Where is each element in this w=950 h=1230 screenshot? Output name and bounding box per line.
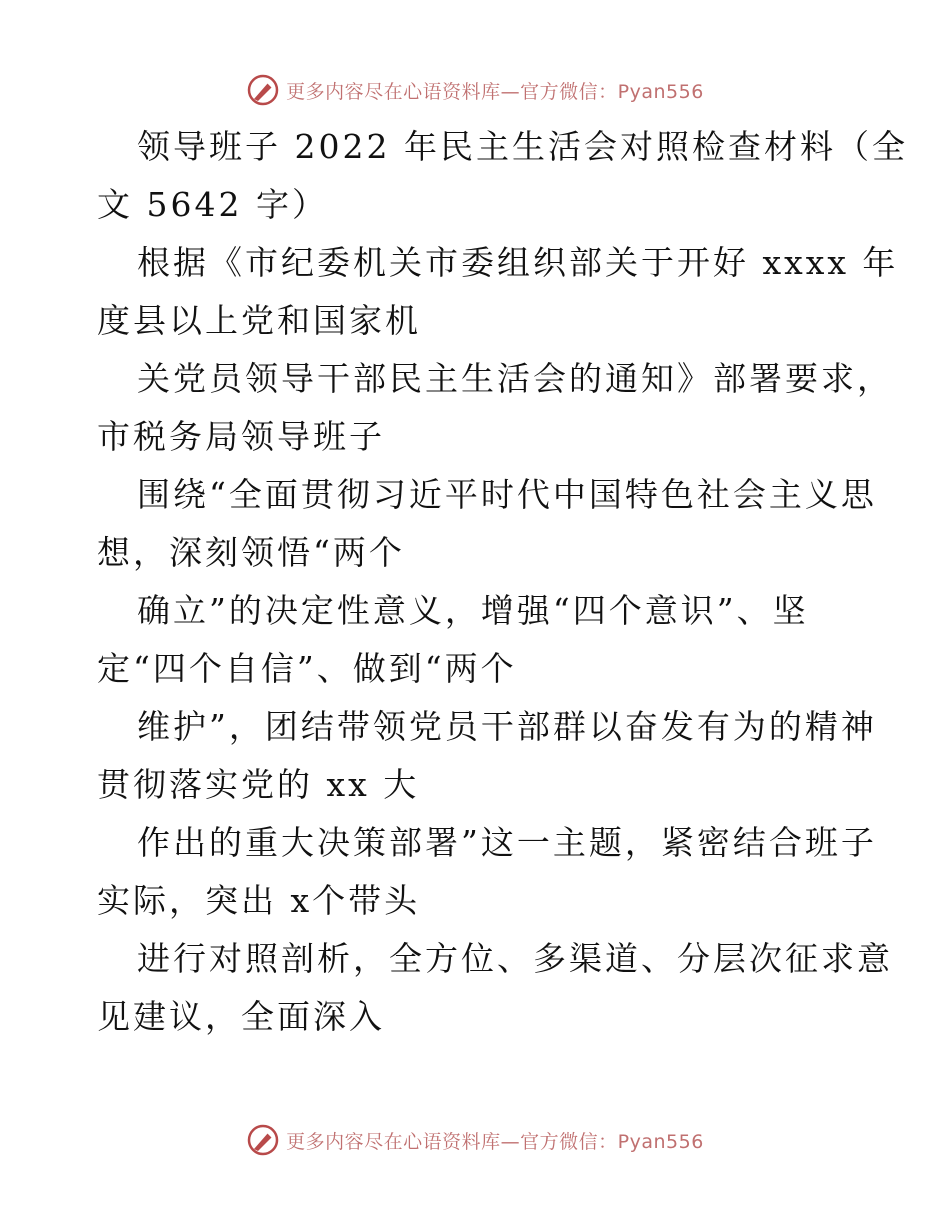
paragraph-continuation-line: 度县以上党和国家机 xyxy=(97,301,421,340)
paragraph-first-line: 维护”，团结带领党员干部群以奋发有为的精神 xyxy=(137,707,877,746)
footer-watermark xyxy=(0,1120,950,1160)
paragraph xyxy=(97,466,877,582)
paragraph-continuation-line: 文 5642 字） xyxy=(97,185,328,224)
paragraph xyxy=(97,234,899,350)
paragraph xyxy=(97,118,908,234)
paragraph xyxy=(97,350,893,466)
paragraph-first-line: 确立”的决定性意义，增强“四个意识”、坚 xyxy=(137,591,809,630)
paragraph-first-line: 作出的重大决策部署”这一主题，紧密结合班子 xyxy=(137,823,877,862)
paragraph xyxy=(97,814,877,930)
paragraph-continuation-line: 贯彻落实党的 xx 大 xyxy=(97,765,420,804)
pen-nib-icon xyxy=(246,73,280,107)
paragraph xyxy=(97,582,857,698)
paragraph xyxy=(97,698,877,814)
watermark-text: 更多内容尽在心语资料库—官方微信：Pyan556 xyxy=(286,80,704,103)
header-watermark xyxy=(0,70,950,110)
paragraph-continuation-line: 见建议，全面深入 xyxy=(97,997,385,1036)
paragraph-continuation-line: 定“四个自信”、做到“两个 xyxy=(97,649,517,688)
paragraph-first-line: 领导班子 2022 年民主生活会对照检查材料（全 xyxy=(137,127,908,166)
paragraph-first-line: 根据《市纪委机关市委组织部关于开好 xxxx 年 xyxy=(137,243,899,282)
paragraph xyxy=(97,930,893,1046)
paragraph-continuation-line: 市税务局领导班子 xyxy=(97,417,385,456)
document-body xyxy=(97,118,908,1046)
paragraph-first-line: 关党员领导干部民主生活会的通知》部署要求， xyxy=(137,359,893,398)
watermark-text: 更多内容尽在心语资料库—官方微信：Pyan556 xyxy=(286,1130,704,1153)
pen-nib-icon xyxy=(246,1123,280,1157)
paragraph-first-line: 围绕“全面贯彻习近平时代中国特色社会主义思 xyxy=(137,475,877,514)
paragraph-first-line: 进行对照剖析，全方位、多渠道、分层次征求意 xyxy=(137,939,893,978)
paragraph-continuation-line: 实际，突出 x个带头 xyxy=(97,881,421,920)
paragraph-continuation-line: 想，深刻领悟“两个 xyxy=(97,533,405,572)
